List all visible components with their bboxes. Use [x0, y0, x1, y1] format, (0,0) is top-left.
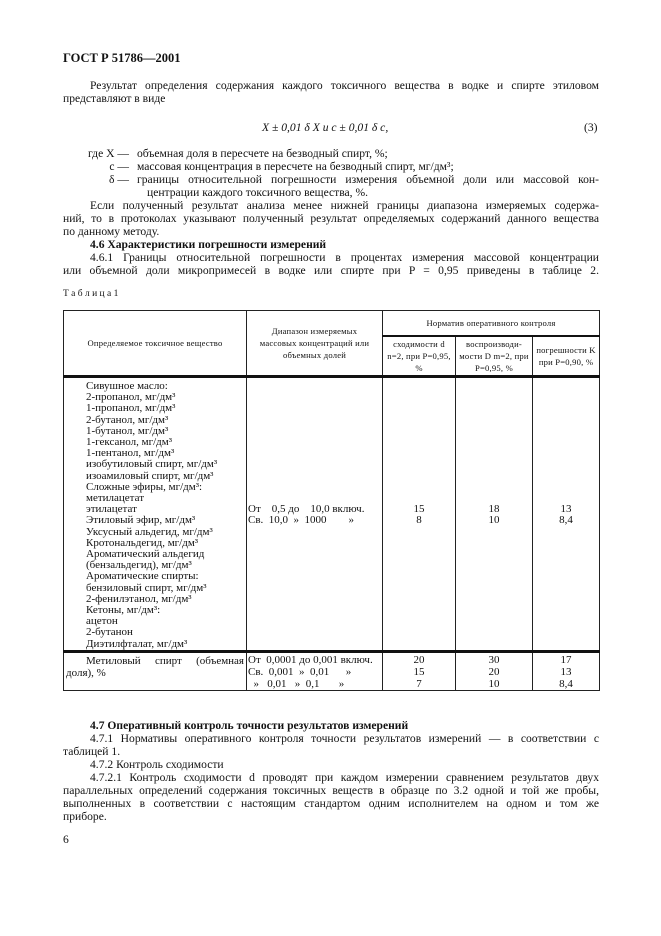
D-cell	[456, 652, 533, 691]
def-symbol: где X —	[88, 147, 129, 160]
K-value: 8,4	[559, 514, 573, 527]
header-group: Норматив оперативного контроля	[383, 311, 600, 336]
paragraph-line: представляют в виде	[63, 92, 166, 105]
def-symbol: c —	[109, 160, 129, 173]
K-value: 8,4	[559, 678, 573, 690]
substance-item: 1-пентанол, мг/дм³	[86, 447, 175, 460]
K-value: 13	[560, 666, 572, 678]
substance-item: Ароматические спирты:	[86, 570, 199, 583]
substance-item: Кетоны, мг/дм³:	[86, 604, 161, 617]
substance-item: 1-бутанол, мг/дм³	[86, 424, 169, 437]
substance-item: ацетон	[86, 615, 118, 628]
substance-cell: Метиловый спирт (объемная доля), %	[64, 652, 247, 691]
d-value: 20	[413, 654, 425, 666]
range-cell	[247, 377, 383, 652]
paragraph-line: 4.7.1 Нормативы оперативного контроля точности результатов измерений — в соответствии с	[90, 732, 599, 745]
header-range: Диапазон измеряемых массовых концентраций или объемных долей	[247, 311, 383, 377]
def-text: массовая концентрация в пересчете на безводный спирт, мг/дм³;	[137, 160, 454, 173]
paragraph-line: ний, то в протоколах указывают полученный результат определяемых содержаний данного вещества	[63, 212, 599, 225]
D-value: 20	[488, 666, 500, 678]
range-cell	[247, 652, 383, 691]
section-heading: 4.6 Характеристики погрешности измерений	[90, 238, 327, 251]
def-text: границы относительной погрешности измерения объемной доли или массовой кон-	[137, 173, 599, 186]
table-row	[64, 652, 600, 691]
K-value: 13	[560, 503, 572, 515]
paragraph-line: или объемной доли микропримесей в водке или спирте при P = 0,95 приведены в таблице 2.	[63, 264, 599, 277]
document-header: ГОСТ Р 51786—2001	[63, 51, 181, 65]
paragraph-line: параллельных определений содержания токсичных веществ в образце по 3.2 одной и той же пробы,	[63, 784, 599, 797]
D-value: 10	[488, 678, 500, 690]
substance-item: 1-гексанол, мг/дм³	[86, 436, 172, 449]
d-value: 15	[413, 503, 425, 515]
substance-item: Кротональдегид, мг/дм³	[86, 536, 199, 549]
range-value: От 0,5 до 10,0 включ.	[248, 503, 365, 515]
header-d: сходимости d n=2, при P=0,95, %	[383, 336, 456, 377]
paragraph-line: 4.7.2 Контроль сходимости	[90, 758, 224, 771]
substance-item: 2-бутанон	[86, 626, 133, 639]
page-number: 6	[63, 833, 69, 846]
def-text: объемная доля в пересчете на безводный спирт, %;	[137, 147, 388, 160]
paragraph-line: 4.6.1 Границы относительной погрешности в процентах измерения массовой концентрации	[90, 251, 599, 264]
substance-item: Ароматический альдегид	[86, 548, 205, 561]
substance-item: этилацетат	[86, 503, 137, 516]
range-value: » 0,01 » 0,1 »	[248, 678, 345, 690]
d-value: 15	[413, 666, 425, 678]
paragraph-line: Результат определения содержания каждого токсичного вещества в водке и спирте этиловом	[90, 79, 599, 92]
substance-item: Уксусный альдегид, мг/дм³	[86, 525, 213, 538]
substance-item: Диэтилфталат, мг/дм³	[86, 637, 188, 650]
def-symbol: δ —	[109, 173, 129, 186]
substance-item: изоамиловый спирт, мг/дм³	[86, 469, 214, 482]
formula-number: (3)	[584, 121, 598, 134]
def-text-cont: центрации каждого токсичного вещества, %.	[147, 186, 369, 199]
formula: X ± 0,01 δ X и c ± 0,01 δ c,	[262, 121, 389, 134]
d-value: 8	[416, 514, 422, 527]
D-value: 18	[488, 503, 500, 515]
K-cell	[533, 652, 600, 691]
paragraph-line: приборе.	[63, 810, 107, 823]
D-value: 30	[488, 654, 500, 666]
paragraph-line: таблицей 1.	[63, 745, 121, 758]
substance-item: изобутиловый спирт, мг/дм³	[86, 458, 218, 471]
range-value: Св. 0,001 » 0,01 »	[248, 666, 352, 678]
header-substance: Определяемое токсичное вещество	[64, 311, 247, 377]
substance-item: 1-пропанол, мг/дм³	[86, 402, 176, 415]
substance-item: Сложные эфиры, мг/дм³:	[86, 480, 203, 493]
paragraph-line: Если полученный результат анализа менее нижней границы диапазона измеряемых содержа-	[90, 199, 599, 212]
header-D: воспроизводи-мости D m=2, при P=0,95, %	[456, 336, 533, 377]
substance-item: 2-пропанол, мг/дм³	[86, 391, 176, 404]
D-cell	[456, 377, 533, 652]
substance-item: метилацетат	[86, 492, 145, 505]
substance-item: Этиловый эфир, мг/дм³	[86, 514, 196, 527]
paragraph-line: выполненных в соответствии с настоящим стандартом одним исполнителем на одном и том же	[63, 797, 599, 810]
d-cell	[383, 377, 456, 652]
K-cell	[533, 377, 600, 652]
substance-list	[64, 377, 247, 652]
paragraph-line: 4.7.2.1 Контроль сходимости d проводят при каждом измерении сравнением результатов двух	[90, 771, 599, 784]
table-caption: Т а б л и ц а 1	[63, 289, 119, 299]
substance-item: 2-фенилэтанол, мг/дм³	[86, 592, 192, 605]
substance-item: бензиловый спирт, мг/дм³	[86, 581, 207, 594]
definitions	[63, 147, 599, 207]
d-cell	[383, 652, 456, 691]
K-value: 17	[560, 654, 572, 666]
paragraph-line: по данному методу.	[63, 225, 160, 238]
substance-item: 2-бутанол, мг/дм³	[86, 413, 169, 426]
section-heading: 4.7 Оперативный контроль точности результатов измерений	[90, 719, 409, 732]
substance-item: (бензальдегид), мг/дм³	[86, 559, 192, 572]
range-value: От 0,0001 до 0,001 включ.	[248, 654, 373, 666]
d-value: 7	[416, 678, 422, 690]
tolerance-table	[63, 310, 600, 691]
D-value: 10	[488, 514, 500, 527]
substance-item: Сивушное масло:	[86, 380, 168, 392]
table-row	[64, 377, 600, 652]
header-K: погрешности K при P=0,90, %	[533, 336, 600, 377]
range-value: Св. 10,0 » 1000 »	[248, 514, 355, 527]
